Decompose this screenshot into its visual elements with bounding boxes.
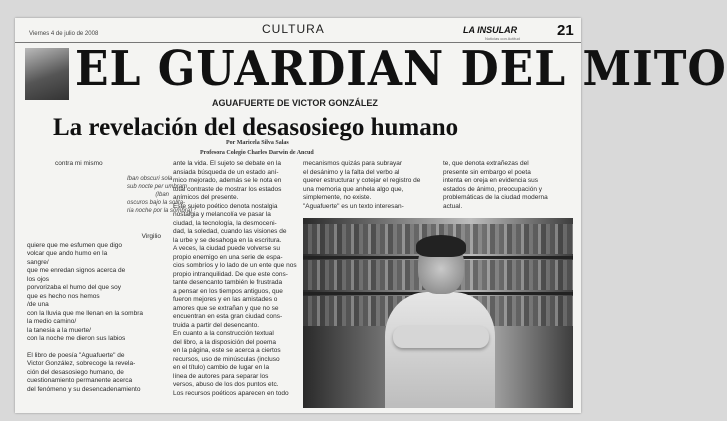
epigraph-author: Virgilio (141, 233, 161, 240)
verse-line: los ojos (27, 275, 50, 283)
body-line: en el título) cambio de lugar en la (173, 364, 270, 371)
body-line: mico mejorado, además se le nota en (173, 177, 282, 184)
body-line: Victor González, sobrecoge la revela- (27, 360, 136, 367)
body-line: recursos, uso de minúsculas (incluso (173, 355, 280, 363)
verse-line: la medio camino/ (27, 318, 77, 325)
body-line: total contraste de mostrar los estados (173, 185, 282, 193)
author-photo (303, 218, 573, 408)
person-arms (393, 326, 489, 348)
page-number: 21 (557, 22, 574, 39)
body-line: intenta en oreja en evidencia sus (443, 177, 539, 184)
person-body (385, 292, 495, 408)
body-line: te, que denota extrañezas del (443, 160, 529, 167)
verse-line: sangre/ (27, 258, 49, 266)
person-figure (385, 238, 495, 408)
body-line: ansiada búsqueda de un estado aní- (173, 168, 279, 176)
body-line: del fenómeno y su desencadenamiento (27, 385, 141, 393)
body-line: amores que se extrañan y que no se (173, 304, 279, 312)
body-line: problemáticas de la ciudad moderna (443, 194, 548, 201)
verse-line: quiere que me esfumen que digo (27, 241, 123, 249)
body-line: El libro de poesía "Aguafuerte" de (27, 351, 125, 359)
verse-line: la tanesia a la muerte/ (27, 326, 91, 334)
body-line: versos, abuso de los dos puntos etc. (173, 381, 279, 388)
verse-line: porvorizaba el humo del que soy (27, 284, 121, 291)
epigraph-line: (Iban (155, 192, 169, 198)
verse-line: /de una (27, 301, 49, 308)
section-title: CULTURA (262, 22, 325, 36)
body-line: la urbe y se desahoga en la escritura. (173, 236, 282, 244)
epigraph (127, 175, 193, 215)
article-column-1 (27, 233, 161, 411)
author-portrait-icon (25, 48, 69, 100)
verse-line: que me enredan signos acerca de (27, 267, 126, 274)
body-line: dad, la soledad, cuando las visiones de (173, 228, 287, 235)
body-line: ciudad, la tecnología, la desmoceni- (173, 219, 277, 227)
newspaper-logo-tagline: Noticias con Actitud (485, 36, 520, 41)
article-column-3 (303, 160, 433, 216)
verse-line: que es hecho nos hemos (27, 292, 100, 300)
body-line: ción del desasosiego humano, de (27, 368, 124, 376)
body-line: presente sin embargo el poeta (443, 168, 531, 176)
body-line: estados de ánimo, preocupación y (443, 185, 543, 193)
author-credit: Profesora Colegio Charles Darwin de Ancud (200, 150, 314, 156)
body-line: en la página, este se acerca a ciertos (173, 347, 281, 354)
masthead-title: EL GUARDIAN DEL MITO (75, 42, 727, 98)
body-line: una memoria que anhela algo que, (303, 185, 404, 193)
body-line: simplemente, no existe. (303, 194, 372, 201)
verse-line: con la noche me dieron sus labios (27, 335, 126, 342)
body-line: a pensar en los tiempos antiguos, que (173, 287, 283, 295)
body-line: cios sombríos y lo lado de un ente que nos (173, 262, 297, 269)
body-line: Este sujeto poético denota nostalgia (173, 202, 278, 210)
body-line: En cuanto a la construcción textual (173, 330, 274, 337)
body-line: mecanismos quizás para subrayar (303, 160, 402, 167)
body-line: A veces, la ciudad puede volverse su (173, 245, 280, 252)
body-line: cuestionamiento permanente acerca (27, 377, 133, 384)
body-line: truida a partir del desencanto. (173, 321, 259, 329)
newspaper-logo: LA INSULAR (463, 25, 518, 35)
epigraph-line: Iban obscuri sola (127, 176, 173, 182)
verse-line: con la lluvia que me llenan en la sombra (27, 309, 143, 317)
body-line: el desánimo y la falta del verbo al (303, 168, 400, 176)
body-line: propio enemigo en una serie de espa- (173, 253, 283, 261)
body-line: querer estructurar y cotejar el registro de (303, 177, 421, 184)
newspaper-page (15, 18, 727, 413)
article-kicker: AGUAFUERTE DE VICTOR GONZÁLEZ (212, 98, 378, 108)
body-line: anímicos del presente. (173, 194, 239, 201)
body-line: propio intranquilidad. De que este cons- (173, 270, 288, 278)
body-line: ante la vida. El sujeto se debate en la (173, 160, 282, 167)
epigraph-line: oscuros bajo la solita- (127, 200, 186, 206)
body-line: línea de autores para separar los (173, 372, 269, 380)
body-line: fueron mejores y en las amistades o (173, 296, 278, 303)
article-column-4 (443, 160, 573, 216)
body-line: actual. (443, 202, 463, 210)
body-line: "Aguafuerte" es un texto interesan- (303, 202, 404, 210)
epigraph-line: ria noche por la sombra) (127, 208, 193, 214)
body-line: encuentran en esta gran ciudad cons- (173, 313, 283, 320)
body-line: Los recursos poéticos aparecen en todo (173, 389, 289, 397)
article-column-2 (173, 160, 295, 410)
epigraph-line: sub nocte per umbram (127, 184, 188, 190)
body-line: del libro, a la disposición del poema (173, 338, 276, 346)
body-line: tante desencanto también le frustrada (173, 279, 283, 286)
body-line: nostalgia y melancolía ve pasar la (173, 211, 271, 218)
issue-date: Viernes 4 de julio de 2008 (29, 31, 99, 37)
verse-line: volcar que ando humo en la (27, 250, 108, 257)
verse-title: contra mi mismo (55, 160, 103, 167)
person-hair (416, 235, 466, 257)
article-byline: Por Maricela Silva Salas (226, 140, 289, 146)
article-headline: La revelación del desasosiego humano (53, 114, 459, 141)
